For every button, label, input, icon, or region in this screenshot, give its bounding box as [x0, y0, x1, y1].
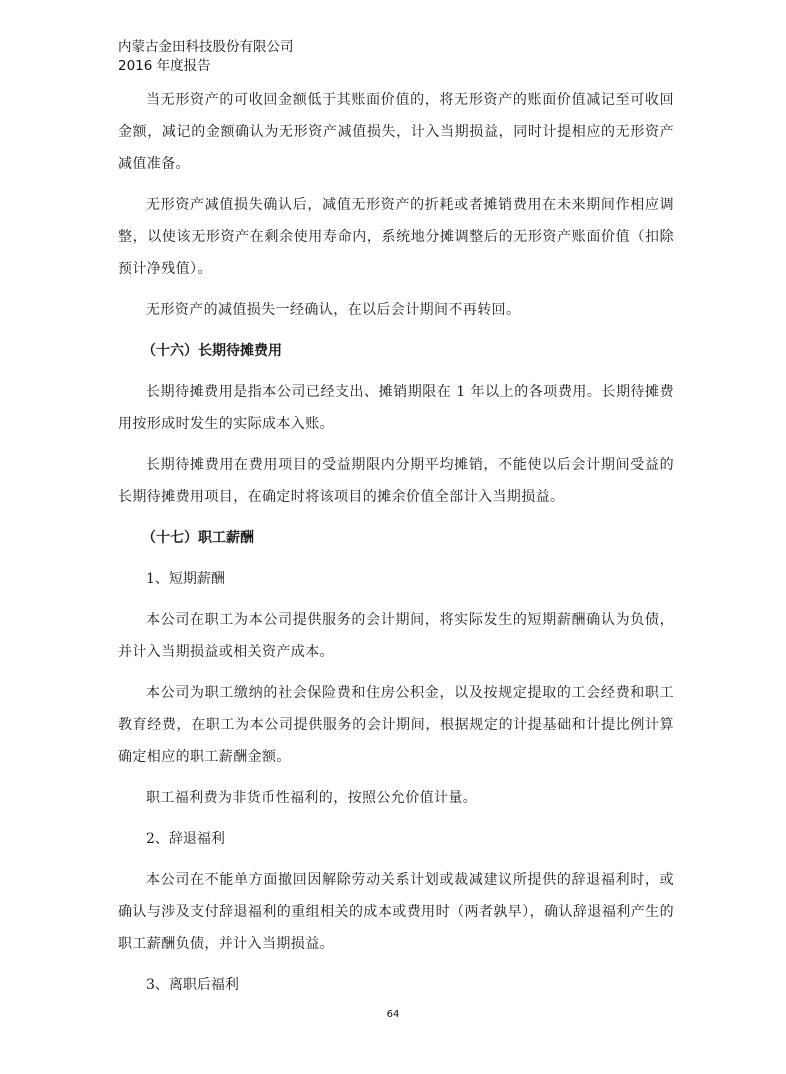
- company-name: 内蒙古金田科技股份有限公司: [118, 39, 294, 55]
- paragraph: 长期待摊费用在费用项目的受益期限内分期平均摊销，不能使以后会计期间受益的长期待摊费用项目，在确定时将该项目的摊余价值全部计入当期损益。: [118, 457, 674, 505]
- section-heading: （十七）职工薪酬: [142, 530, 254, 546]
- paragraph: 无形资产减值损失确认后，减值无形资产的折耗或者摊销费用在未来期间作相应调整，以使该无形资产在剩余使用寿命内，系统地分摊调整后的无形资产账面价值（扣除预计净残值）。: [118, 197, 674, 277]
- report-title: 2016 年度报告: [118, 58, 211, 74]
- paragraph: 当无形资产的可收回金额低于其账面价值的，将无形资产的账面价值减记至可收回金额，减记的金额确认为无形资产减值损失，计入当期损益，同时计提相应的无形资产减值准备。: [118, 92, 674, 172]
- subsection-heading: 1、短期薪酬: [146, 571, 225, 587]
- document-body: [118, 84, 674, 1010]
- paragraph: 长期待摊费用是指本公司已经支出、摊销期限在 1 年以上的各项费用。长期待摊费用按形成时发生的实际成本入账。: [118, 384, 674, 432]
- paragraph: 无形资产的减值损失一经确认，在以后会计期间不再转回。: [146, 302, 521, 318]
- paragraph: 本公司为职工缴纳的社会保险费和住房公积金，以及按规定提取的工会经费和职工教育经费，在职工为本公司提供服务的会计期间，根据规定的计提基础和计提比例计算确定相应的职工薪酬金额。: [118, 685, 674, 765]
- subsection-heading: 2、辞退福利: [146, 831, 225, 847]
- paragraph: 本公司在不能单方面撤回因解除劳动关系计划或裁减建议所提供的辞退福利时，或确认与涉及支付辞退福利的重组相关的成本或费用时（两者孰早），确认辞退福利产生的职工薪酬负债，并计入当期损益。: [118, 872, 674, 952]
- paragraph: 职工福利费为非货币性福利的，按照公允价值计量。: [146, 790, 478, 806]
- subsection-heading: 3、离职后福利: [146, 977, 239, 993]
- page-header: [118, 38, 294, 76]
- page-number: 64: [386, 1009, 400, 1020]
- section-heading: （十六）长期待摊费用: [142, 343, 282, 359]
- paragraph: 本公司在职工为本公司提供服务的会计期间，将实际发生的短期薪酬确认为负债，并计入当期损益或相关资产成本。: [118, 612, 674, 660]
